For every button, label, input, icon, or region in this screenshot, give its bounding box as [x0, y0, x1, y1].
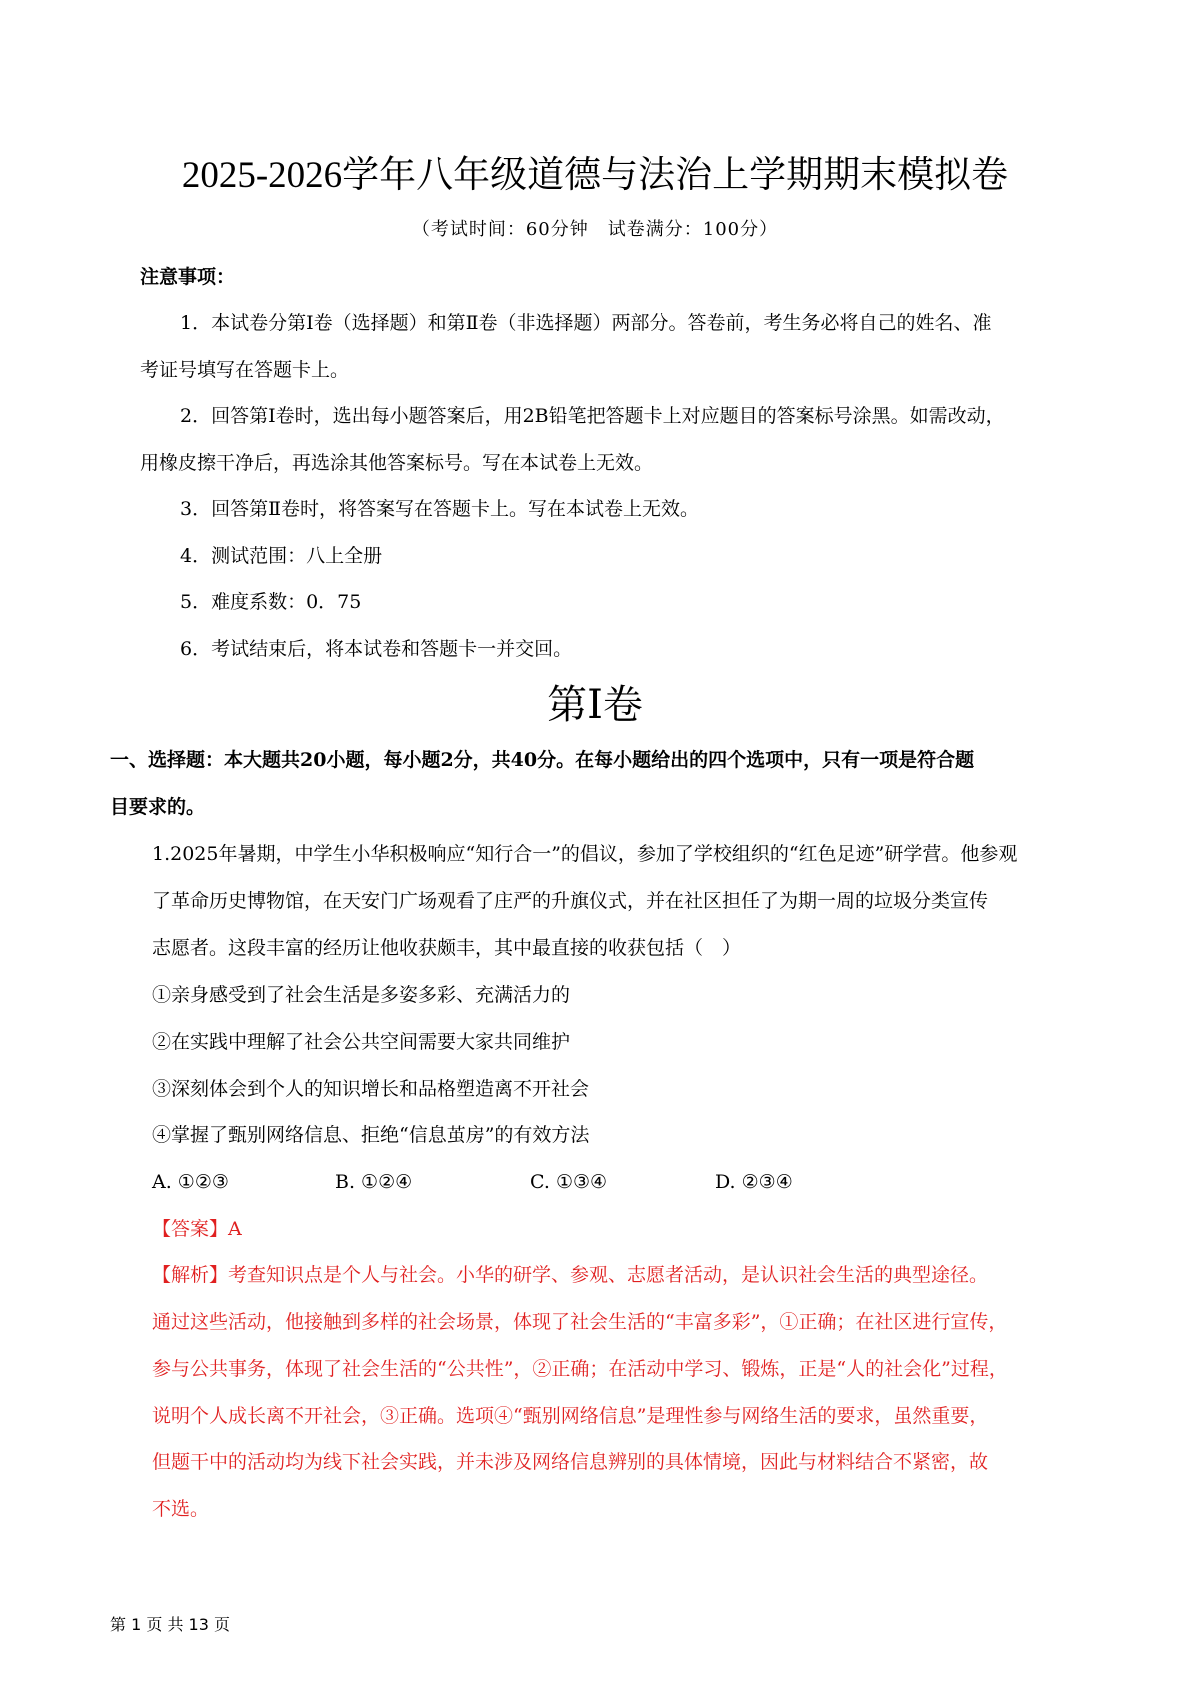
note-item-1: 1．本试卷分第Ⅰ卷（选择题）和第Ⅱ卷（非选择题）两部分。答卷前，考生务必将自己的姓名、准: [180, 312, 992, 334]
statement-4: ④掌握了甄别网络信息、拒绝“信息茧房”的有效方法: [152, 1124, 590, 1146]
option-c: C. ①③④: [530, 1171, 608, 1193]
question-stem-line-2: 了革命历史博物馆，在天安门广场观看了庄严的升旗仪式，并在社区担任了为期一周的垃圾分类宣传: [152, 890, 989, 912]
question-stem-line-3: 志愿者。这段丰富的经历让他收获颇丰，其中最直接的收获包括（ ）: [152, 937, 742, 959]
part-title: 第Ⅰ卷: [547, 682, 643, 727]
analysis-line-1: 【解析】考查知识点是个人与社会。小华的研学、参观、志愿者活动，是认识社会生活的典型途径。: [152, 1264, 989, 1286]
note-item-2-cont: 用橡皮擦干净后，再选涂其他答案标号。写在本试卷上无效。: [140, 452, 654, 474]
section-heading-cont: 目要求的。: [110, 796, 206, 818]
statement-1: ①亲身感受到了社会生活是多姿多彩、充满活力的: [152, 984, 571, 1006]
analysis-line-4: 说明个人成长离不开社会，③正确。选项④“甄别网络信息”是理性参与网络生活的要求，虽然重要，: [152, 1405, 989, 1427]
notes-heading: 注意事项：: [140, 266, 236, 288]
section-heading: 一、选择题：本大题共20小题，每小题2分，共40分。在每小题给出的四个选项中，只有一项是符合题: [110, 749, 975, 771]
answer-label: 【答案】A: [152, 1218, 242, 1240]
analysis-line-5: 但题干中的活动均为线下社会实践，并未涉及网络信息辨别的具体情境，因此与材料结合不紧密，故: [152, 1451, 989, 1473]
note-item-3: 3．回答第Ⅱ卷时，将答案写在答题卡上。写在本试卷上无效。: [180, 498, 700, 520]
option-b: B. ①②④: [335, 1171, 413, 1193]
note-item-4: 4．测试范围：八上全册: [180, 545, 383, 567]
option-d: D. ②③④: [715, 1171, 793, 1193]
note-item-2: 2．回答第Ⅰ卷时，选出每小题答案后，用2B铅笔把答题卡上对应题目的答案标号涂黑。如需改动，: [180, 405, 1005, 427]
document-title: 2025-2026学年八年级道德与法治上学期期末模拟卷: [181, 155, 1009, 196]
statement-2: ②在实践中理解了社会公共空间需要大家共同维护: [152, 1031, 571, 1053]
document-subtitle: （考试时间：60分钟 试卷满分：100分）: [411, 219, 779, 240]
analysis-line-3: 参与公共事务，体现了社会生活的“公共性”，②正确；在活动中学习、锻炼，正是“人的社会化”过程，: [152, 1358, 1008, 1380]
analysis-line-2: 通过这些活动，他接触到多样的社会场景，体现了社会生活的“丰富多彩”，①正确；在社区进行宣传，: [152, 1311, 1008, 1333]
note-item-1-cont: 考证号填写在答题卡上。: [140, 359, 350, 381]
page-footer: 第 1 页 共 13 页: [110, 1615, 230, 1634]
note-item-5: 5．难度系数：0．75: [180, 591, 362, 613]
option-a: A. ①②③: [152, 1171, 229, 1193]
statement-3: ③深刻体会到个人的知识增长和品格塑造离不开社会: [152, 1078, 590, 1100]
note-item-6: 6．考试结束后，将本试卷和答题卡一并交回。: [180, 638, 573, 660]
question-stem-line-1: 1.2025年暑期，中学生小华积极响应“知行合一”的倡议，参加了学校组织的“红色足迹”研学营。他参观: [152, 843, 1018, 865]
analysis-line-6: 不选。: [152, 1498, 210, 1520]
